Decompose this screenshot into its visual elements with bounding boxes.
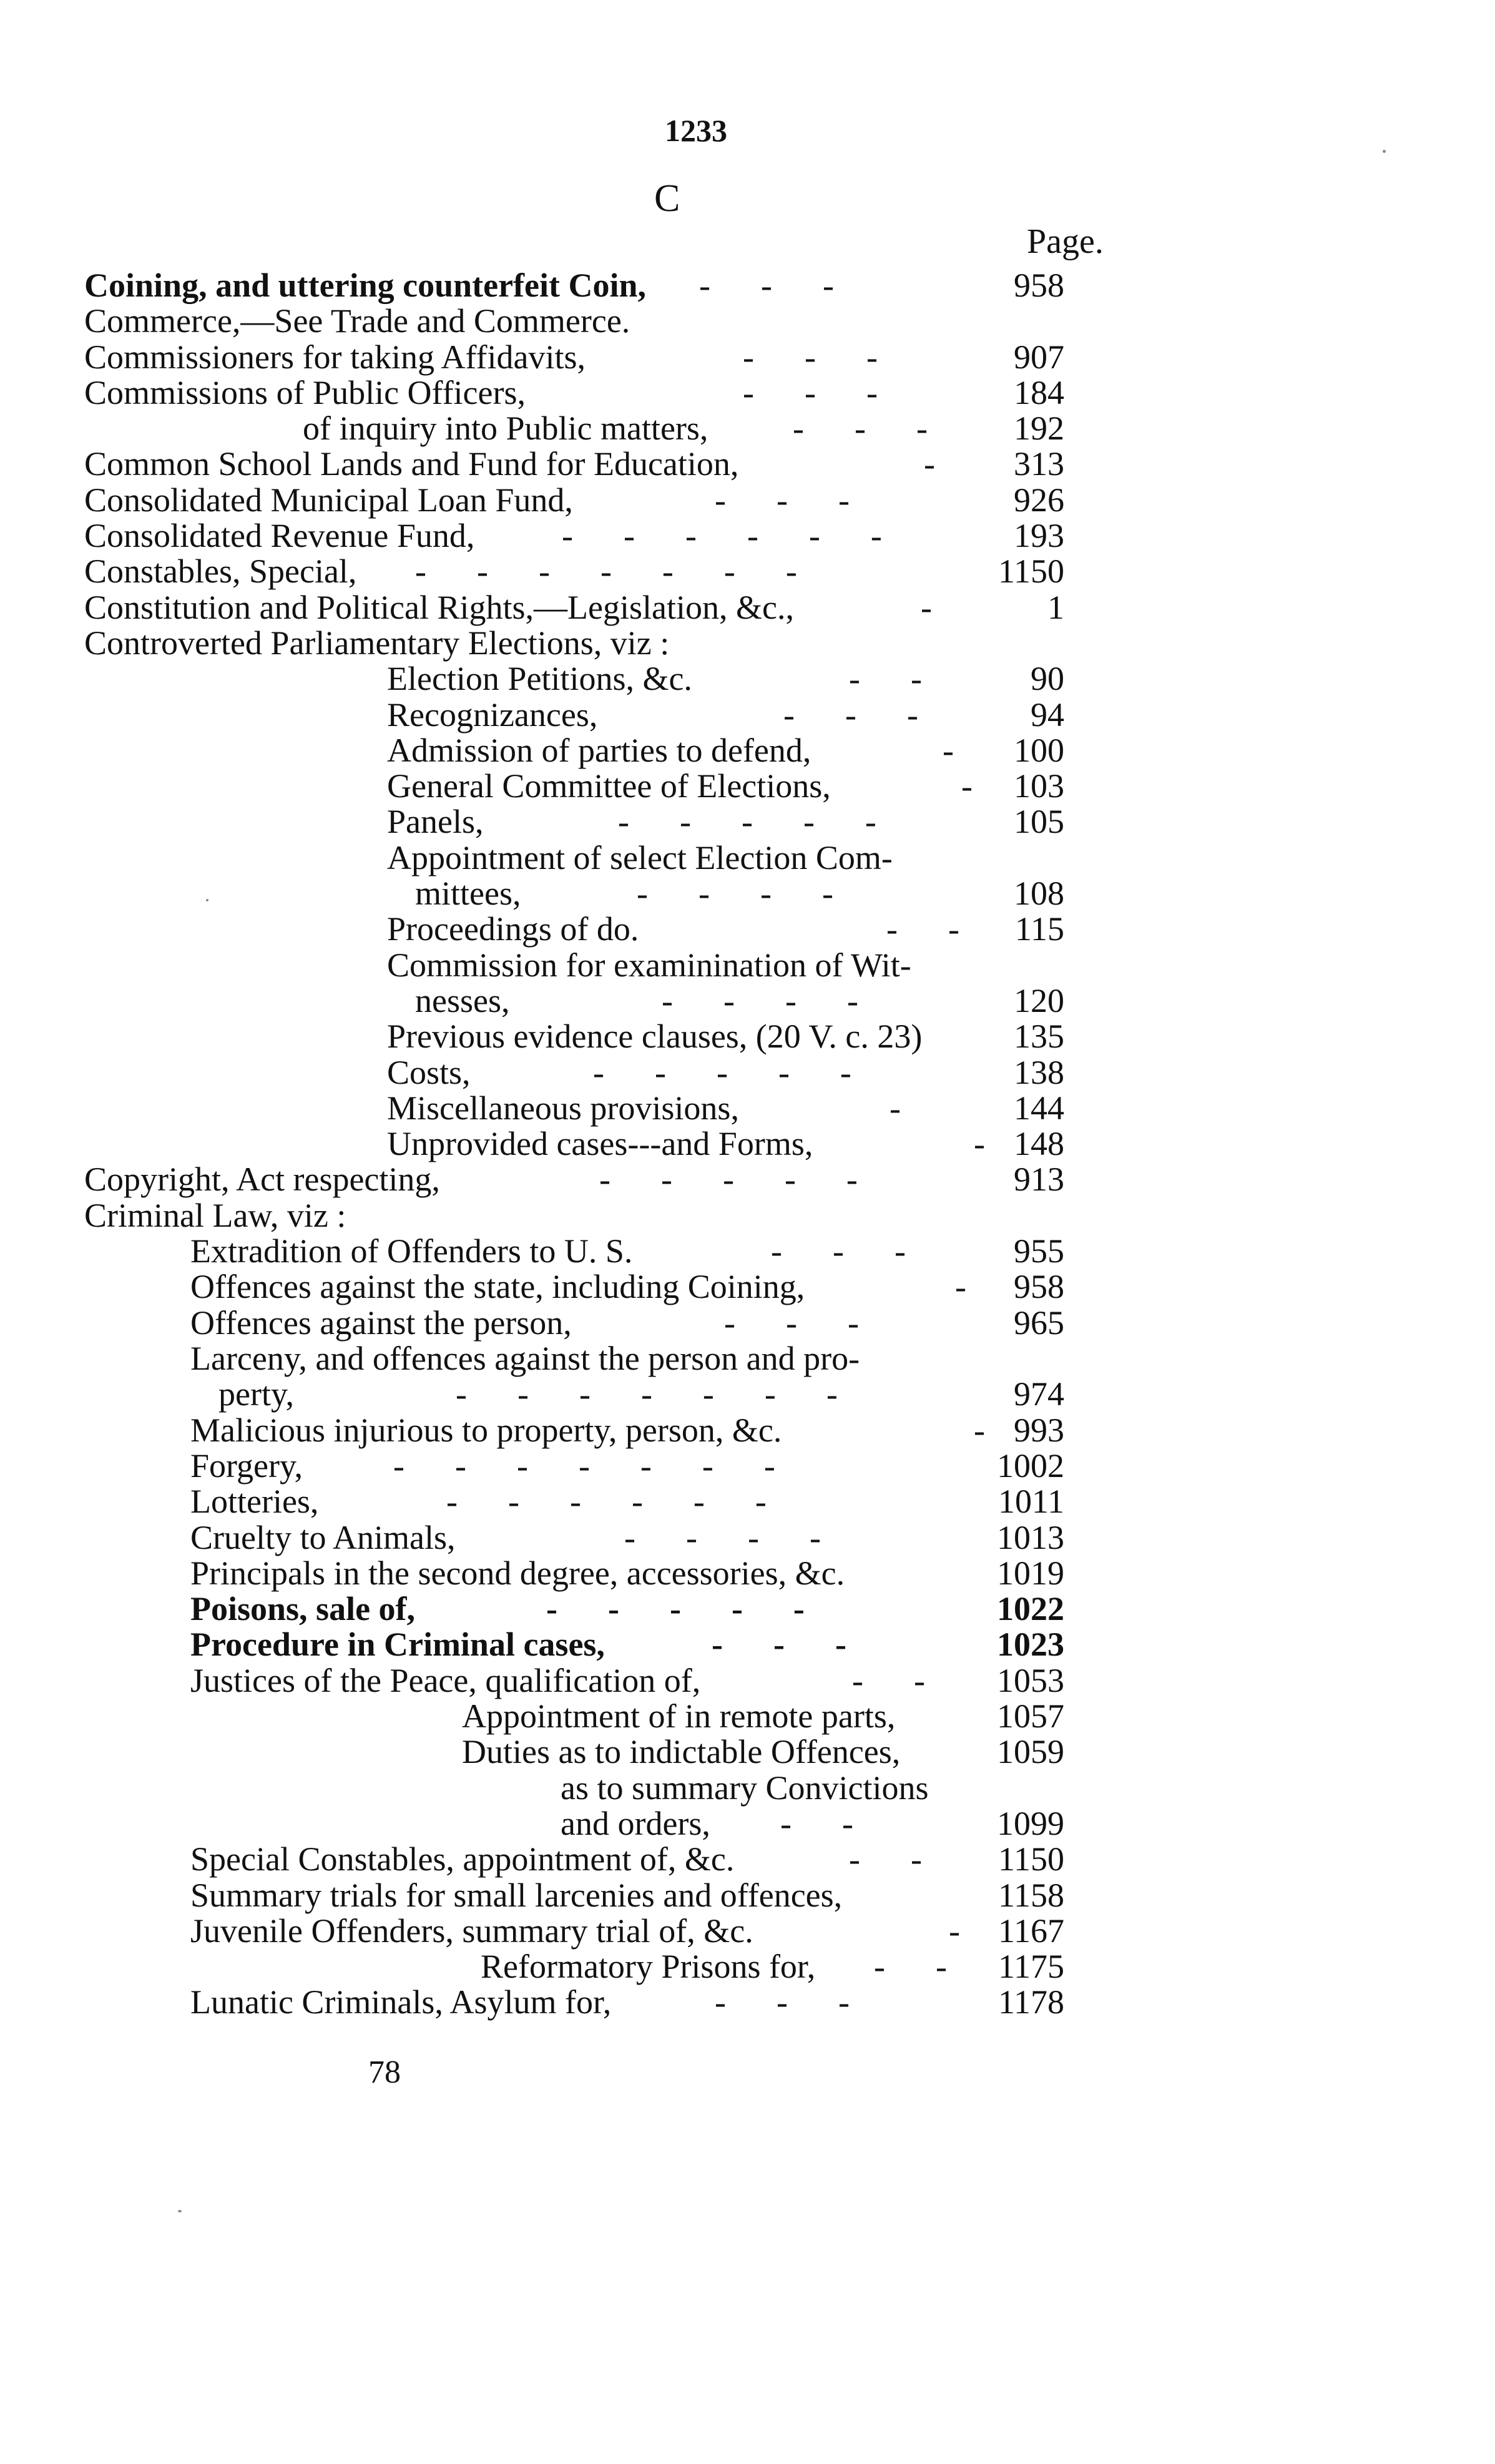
entry-title: Procedure in Criminal cases,: [190, 1626, 605, 1663]
entry-page-number: 90: [1031, 660, 1064, 697]
entry-title: of inquiry into Public matters,: [303, 410, 708, 447]
dot-leaders: - - -: [712, 1626, 846, 1663]
entry-page-number: 1150: [998, 552, 1064, 590]
index-entry: [84, 1197, 1064, 1234]
entry-title: Special Constables, appointment of, &c.: [190, 1840, 735, 1878]
entry-page-number: 1175: [998, 1948, 1064, 1985]
entry-title: Admission of parties to defend,: [387, 732, 811, 769]
paper-speck: [206, 899, 208, 901]
entry-page-number: 965: [1014, 1304, 1064, 1342]
entry-title: Common School Lands and Fund for Education,: [84, 445, 739, 483]
entry-page-number: 1178: [998, 1983, 1064, 2021]
index-entry: [387, 768, 1064, 804]
index-entry: [415, 875, 1064, 911]
dot-leaders: - -: [849, 1840, 922, 1878]
entry-page-number: 913: [1014, 1161, 1064, 1198]
index-entry: [190, 1913, 1064, 1949]
entry-page-number: 907: [1014, 338, 1064, 376]
entry-title: Unprovided cases---and Forms,: [387, 1125, 813, 1162]
entry-page-number: 955: [1014, 1232, 1064, 1270]
entry-title: Commerce,—See Trade and Commerce.: [84, 302, 630, 340]
index-entry: [190, 1626, 1064, 1662]
entry-page-number: 1167: [998, 1912, 1064, 1950]
dot-leaders: - - - - - -: [446, 1483, 767, 1520]
dot-leaders: - - -: [724, 1304, 859, 1342]
entry-page-number: 135: [1014, 1018, 1064, 1055]
entry-title: Duties as to indictable Offences,: [462, 1733, 901, 1770]
entry-title: Consolidated Municipal Loan Fund,: [84, 481, 573, 519]
entry-title: Juvenile Offenders, summary trial of, &c.: [190, 1912, 753, 1950]
index-entry: [387, 1018, 1064, 1054]
index-entry: [190, 1412, 1064, 1448]
entry-page-number: 313: [1014, 445, 1064, 483]
section-letter: C: [654, 177, 680, 220]
entry-page-number: 1059: [997, 1733, 1064, 1770]
index-entry: [387, 840, 1064, 876]
index-entry: [190, 1340, 1064, 1377]
entry-title: Recognizances,: [387, 696, 598, 734]
index-entry: [190, 1233, 1064, 1269]
entry-page-number: 1158: [998, 1877, 1064, 1914]
dot-leaders: - -: [874, 1948, 947, 1985]
dot-leaders: - -: [852, 1662, 925, 1699]
entry-title: Commissions of Public Officers,: [84, 374, 526, 411]
index-entry: [190, 1305, 1064, 1341]
dot-leaders: - -: [849, 660, 922, 697]
entry-page-number: 94: [1031, 696, 1064, 734]
index-entry: [387, 803, 1064, 840]
dot-leaders: - - - - - - -: [456, 1375, 838, 1413]
entry-title: General Committee of Elections,: [387, 767, 831, 805]
dot-leaders: - - - - -: [593, 1054, 851, 1091]
entry-title: Malicious injurious to property, person, &c.: [190, 1411, 782, 1449]
entry-page-number: 108: [1014, 875, 1064, 912]
dot-leaders: - - -: [743, 338, 878, 376]
entry-page-number: 1023: [997, 1626, 1064, 1663]
entry-page-number: 148: [1014, 1125, 1064, 1162]
dot-leaders: -: [974, 1411, 985, 1449]
entry-page-number: 100: [1014, 732, 1064, 769]
index-entry: [561, 1770, 1064, 1806]
dot-leaders: - - -: [793, 410, 928, 447]
paper-speck: [178, 2210, 182, 2212]
paper-speck: [1383, 150, 1386, 153]
entry-title: and orders,: [561, 1805, 710, 1842]
entry-page-number: 958: [1014, 267, 1064, 304]
index-entry: [84, 375, 1064, 411]
entry-page-number: 105: [1014, 803, 1064, 840]
entry-title: Proceedings of do.: [387, 910, 639, 948]
entry-page-number: 192: [1014, 410, 1064, 447]
entry-page-number: 1019: [997, 1554, 1064, 1592]
entry-page-number: 144: [1014, 1089, 1064, 1127]
entry-title: Cruelty to Animals,: [190, 1519, 456, 1556]
signature-mark: 78: [368, 2054, 401, 2090]
index-entry: [462, 1698, 1064, 1734]
index-entry: [190, 1483, 1064, 1519]
entry-page-number: 1099: [997, 1805, 1064, 1842]
dot-leaders: - - - - - -: [562, 517, 882, 554]
page-number: 1233: [665, 113, 727, 148]
index-entry: [481, 1948, 1064, 1985]
entry-page-number: 1002: [997, 1447, 1064, 1485]
entry-page-number: 120: [1014, 982, 1064, 1019]
dot-leaders: - - - - - - -: [415, 552, 797, 590]
entry-title: mittees,: [415, 875, 521, 912]
entry-title: Summary trials for small larcenies and offences,: [190, 1877, 843, 1914]
dot-leaders: - - - -: [624, 1519, 821, 1556]
index-entry: [387, 660, 1064, 697]
index-entry: [190, 1555, 1064, 1591]
dot-leaders: - - - - - - -: [393, 1447, 775, 1485]
index-entry: [218, 1376, 1064, 1412]
index-entry: [84, 267, 1064, 303]
page-column-header: Page.: [1027, 222, 1104, 261]
entry-title: Lotteries,: [190, 1483, 319, 1520]
dot-leaders: - -: [780, 1805, 853, 1842]
entry-title: Coining, and uttering counterfeit Coin,: [84, 267, 647, 304]
dot-leaders: -: [949, 1912, 960, 1950]
entry-title: Poisons, sale of,: [190, 1590, 416, 1627]
dot-leaders: - - - - -: [599, 1161, 858, 1198]
entry-title: Panels,: [387, 803, 484, 840]
dot-leaders: -: [974, 1125, 985, 1162]
entry-page-number: 193: [1014, 517, 1064, 554]
dot-leaders: - - - -: [662, 982, 858, 1019]
entry-page-number: 958: [1014, 1268, 1064, 1305]
entry-title: Consolidated Revenue Fund,: [84, 517, 475, 554]
index-entry: [84, 1161, 1064, 1197]
entry-title: Copyright, Act respecting,: [84, 1161, 440, 1198]
entry-title: Principals in the second degree, accessories, &c.: [190, 1554, 845, 1592]
entry-title: Commission for examinination of Wit-: [387, 946, 911, 984]
index-entry: [561, 1805, 1064, 1842]
index-entry: [190, 1591, 1064, 1627]
entry-title: Offences against the person,: [190, 1304, 572, 1342]
entry-page-number: 926: [1014, 481, 1064, 519]
index-entry: [190, 1841, 1064, 1877]
index-entry: [190, 1269, 1064, 1305]
dot-leaders: -: [943, 732, 954, 769]
index-entry: [387, 911, 1064, 947]
dot-leaders: -: [924, 445, 935, 483]
entry-page-number: 993: [1014, 1411, 1064, 1449]
entry-title: Forgery,: [190, 1447, 303, 1485]
index-entry: [387, 1090, 1064, 1126]
entry-title: perty,: [218, 1375, 294, 1413]
index-entry: [387, 1126, 1064, 1162]
entry-page-number: 1: [1047, 589, 1064, 626]
entry-title: Miscellaneous provisions,: [387, 1089, 739, 1127]
entry-page-number: 1013: [997, 1519, 1064, 1556]
dot-leaders: - - -: [715, 481, 850, 519]
index-entry: [84, 303, 1064, 339]
index-entry: [387, 1054, 1064, 1091]
dot-leaders: -: [921, 589, 932, 626]
dot-leaders: -: [961, 767, 973, 805]
dot-leaders: - - -: [783, 696, 918, 734]
index-entry: [462, 1734, 1064, 1770]
entry-page-number: 974: [1014, 1375, 1064, 1413]
index-entry: [387, 947, 1064, 983]
dot-leaders: -: [890, 1089, 901, 1127]
index-entry: [84, 446, 1064, 482]
entry-title: Costs,: [387, 1054, 471, 1091]
entry-page-number: 138: [1014, 1054, 1064, 1091]
entry-title: Previous evidence clauses, (20 V. c. 23): [387, 1018, 923, 1055]
entry-title: Criminal Law, viz :: [84, 1197, 346, 1234]
entry-title: Larceny, and offences against the person and pro-: [190, 1340, 860, 1377]
entry-title: Appointment of select Election Com-: [387, 839, 893, 876]
entry-title: Controverted Parliamentary Elections, viz :: [84, 624, 670, 662]
entry-page-number: 1057: [997, 1697, 1064, 1735]
entry-title: Constables, Special,: [84, 552, 357, 590]
entry-title: Extradition of Offenders to U. S.: [190, 1232, 633, 1270]
dot-leaders: - - -: [715, 1983, 850, 2021]
index-entry: [387, 697, 1064, 733]
entry-page-number: 103: [1014, 767, 1064, 805]
entry-title: as to summary Convictions: [561, 1769, 929, 1807]
index-entry: [190, 1877, 1064, 1913]
dot-leaders: - -: [886, 910, 959, 948]
index-entry: [190, 1448, 1064, 1484]
entry-title: Offences against the state, including Coining,: [190, 1268, 805, 1305]
entry-title: Appointment of in remote parts,: [462, 1697, 896, 1735]
dot-leaders: -: [955, 1268, 966, 1305]
entry-title: Constitution and Political Rights,—Legislation, &c.,: [84, 589, 794, 626]
dot-leaders: - - - - -: [618, 803, 876, 840]
dot-leaders: - - -: [743, 374, 878, 411]
index-entry: [84, 625, 1064, 661]
entry-page-number: 1053: [997, 1662, 1064, 1699]
entry-title: Reformatory Prisons for,: [481, 1948, 816, 1985]
entry-page-number: 1011: [998, 1483, 1064, 1520]
index-entry: [84, 589, 1064, 626]
index-entry: [415, 983, 1064, 1019]
entry-page-number: 184: [1014, 374, 1064, 411]
index-entry: [84, 339, 1064, 375]
index-entry: [190, 1984, 1064, 2020]
index-entry: [190, 1519, 1064, 1556]
dot-leaders: - - - -: [637, 875, 833, 912]
index-entry: [303, 410, 1064, 446]
dot-leaders: - - - - -: [546, 1590, 805, 1627]
index-entry: [84, 518, 1064, 554]
entry-title: Lunatic Criminals, Asylum for,: [190, 1983, 612, 2021]
dot-leaders: - - -: [771, 1232, 906, 1270]
entry-title: Commissioners for taking Affidavits,: [84, 338, 586, 376]
index-entry: [84, 553, 1064, 589]
index-entry: [190, 1662, 1064, 1699]
entry-page-number: 115: [1015, 910, 1064, 948]
index-entry: [84, 482, 1064, 518]
dot-leaders: - - -: [699, 267, 834, 304]
index-entry: [387, 732, 1064, 768]
entry-page-number: 1150: [998, 1840, 1064, 1878]
entry-page-number: 1022: [997, 1590, 1064, 1627]
entry-title: Election Petitions, &c.: [387, 660, 692, 697]
entry-title: Justices of the Peace, qualification of,: [190, 1662, 701, 1699]
entry-title: nesses,: [415, 982, 510, 1019]
